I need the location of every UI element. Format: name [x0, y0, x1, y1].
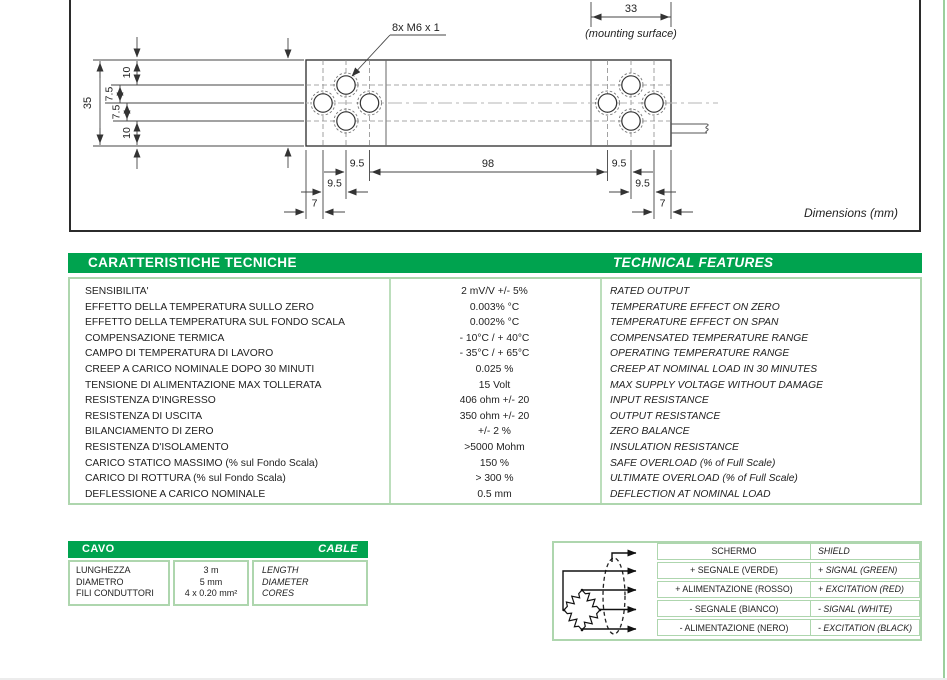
- cable-shield-ellipse: [603, 558, 625, 634]
- spec-label-en: OPERATING TEMPERATURE RANGE: [610, 348, 790, 360]
- spec-row: [70, 424, 920, 440]
- dim-right-95-inner: 9.5: [635, 177, 650, 190]
- dim-span-98: 98: [481, 158, 495, 170]
- wiring-row: [657, 581, 920, 598]
- wiring-label-en: - EXCITATION (BLACK): [810, 619, 920, 636]
- spec-value: 0.003% °C: [469, 301, 520, 313]
- units-note: Dimensions (mm): [803, 206, 898, 220]
- spec-label-it: CARICO DI ROTTURA (% sul Fondo Scala): [85, 473, 286, 485]
- spec-row: [70, 456, 920, 472]
- bridge-schematic: [545, 538, 670, 646]
- spec-table-body: [68, 277, 922, 505]
- cable-table-header: [68, 541, 368, 558]
- spec-value: 0.025 %: [475, 363, 514, 375]
- dim-chain-10-bottom: 10: [121, 127, 133, 139]
- spec-label-it: DEFLESSIONE A CARICO NOMINALE: [85, 488, 266, 500]
- spec-label-en: OUTPUT RESISTANCE: [610, 410, 721, 422]
- spec-label-it: CARICO STATICO MASSIMO (% sul Fondo Scala): [85, 457, 319, 469]
- mounting-surface-note: (mounting surface): [585, 28, 677, 40]
- spec-header-it: CARATTERISTICHE TECNICHE: [88, 255, 297, 270]
- spec-label-en: INSULATION RESISTANCE: [610, 441, 739, 453]
- spec-row: [70, 378, 920, 394]
- cable-label-it: LUNGHEZZA: [76, 565, 131, 575]
- wiring-label-it: SCHERMO: [657, 543, 810, 560]
- cable-header-en: CABLE: [318, 543, 358, 555]
- spec-label-en: RATED OUTPUT: [610, 286, 690, 297]
- cable-label-en: CORES: [262, 588, 295, 598]
- dim-chain-10-top: 10: [121, 66, 133, 79]
- cable-value: 5 mm: [199, 576, 223, 587]
- cable-col-it: [68, 560, 170, 606]
- spec-label-it: COMPENSAZIONE TERMICA: [85, 332, 225, 344]
- cable-col-values: [173, 560, 249, 606]
- spec-value: 150 %: [479, 457, 510, 469]
- wiring-row: [657, 619, 920, 636]
- spec-label-en: INPUT RESISTANCE: [610, 395, 709, 407]
- spec-row: [70, 331, 920, 347]
- wiring-row: [657, 543, 920, 560]
- cable-stub: [671, 124, 708, 133]
- spec-table-header: [68, 253, 922, 273]
- spec-value: >5000 Mohm: [464, 441, 525, 453]
- spec-value: 350 ohm +/- 20: [459, 410, 530, 422]
- spec-value: 15 Volt: [478, 379, 511, 391]
- spec-value: +/- 2 %: [478, 426, 511, 438]
- wiring-label-en: SHIELD: [810, 543, 920, 560]
- spec-label-it: TENSIONE DI ALIMENTAZIONE MAX TOLLERATA: [85, 379, 322, 391]
- dim-mount-width: 33: [624, 3, 638, 15]
- spec-divider-2: [600, 279, 602, 503]
- dim-chain-75-top: 7.5: [103, 86, 116, 102]
- spec-label-it: EFFETTO DELLA TEMPERATURA SULLO ZERO: [85, 301, 314, 313]
- spec-label-it: CAMPO DI TEMPERATURA DI LAVORO: [85, 348, 274, 360]
- wiring-label-it: + ALIMENTAZIONE (ROSSO): [657, 581, 810, 598]
- wheatstone-bridge: [561, 588, 602, 633]
- spec-row: [70, 300, 920, 316]
- cable-value: 4 x 0.20 mm²: [184, 588, 238, 598]
- spec-label-en: ULTIMATE OVERLOAD (% of Full Scale): [610, 473, 798, 485]
- cable-header-it: CAVO: [82, 543, 115, 555]
- spec-header-en: TECHNICAL FEATURES: [613, 255, 774, 270]
- wiring-label-en: + SIGNAL (GREEN): [810, 562, 920, 579]
- spec-row: [70, 393, 920, 409]
- spec-row: [70, 346, 920, 362]
- spec-label-en: MAX SUPPLY VOLTAGE WITHOUT DAMAGE: [610, 379, 824, 391]
- dim-chain-75-bottom: 7.5: [110, 104, 123, 120]
- wiring-row: [657, 562, 920, 579]
- wiring-label-en: + EXCITATION (RED): [810, 581, 920, 598]
- spec-value: > 300 %: [475, 473, 514, 485]
- spec-value: 2 mV/V +/- 5%: [461, 286, 528, 297]
- spec-value: - 35°C / + 65°C: [459, 348, 530, 360]
- cable-label-it: FILI CONDUTTORI: [76, 588, 154, 598]
- dim-left-7: 7: [311, 197, 318, 210]
- spec-value: - 10°C / + 40°C: [459, 332, 530, 344]
- spec-value: 406 ohm +/- 20: [459, 395, 530, 407]
- thread-callout: 8x M6 x 1: [392, 22, 440, 34]
- spec-label-it: SENSIBILITA': [85, 286, 149, 297]
- spec-label-en: ZERO BALANCE: [610, 426, 690, 438]
- wiring-row: [657, 600, 920, 617]
- spec-label-it: BILANCIAMENTO DI ZERO: [85, 426, 214, 438]
- load-cell-drawing: [0, 0, 947, 250]
- cable-label-it: DIAMETRO: [76, 576, 124, 587]
- spec-divider-1: [389, 279, 391, 503]
- spec-label-en: TEMPERATURE EFFECT ON ZERO: [610, 301, 780, 313]
- dim-left-95-inner: 9.5: [327, 177, 342, 190]
- wiring-label-it: - ALIMENTAZIONE (NERO): [657, 619, 810, 636]
- spec-value: 0.5 mm: [477, 488, 512, 500]
- dim-right-7: 7: [659, 197, 666, 210]
- spec-label-en: DEFLECTION AT NOMINAL LOAD: [610, 488, 771, 500]
- wire-leads: [563, 553, 636, 630]
- spec-label-it: CREEP A CARICO NOMINALE DOPO 30 MINUTI: [85, 363, 315, 375]
- spec-value: 0.002% °C: [469, 317, 520, 329]
- spec-row: [70, 362, 920, 378]
- spec-label-en: COMPENSATED TEMPERATURE RANGE: [610, 332, 809, 344]
- dim-left-95-outer: 9.5: [349, 157, 365, 170]
- spec-label-it: RESISTENZA D'ISOLAMENTO: [85, 441, 229, 453]
- spec-row: [70, 487, 920, 503]
- cable-label-en: DIAMETER: [262, 576, 309, 587]
- spec-label-en: CREEP AT NOMINAL LOAD IN 30 MINUTES: [610, 363, 818, 375]
- spec-label-it: RESISTENZA DI USCITA: [85, 410, 203, 422]
- spec-label-en: TEMPERATURE EFFECT ON SPAN: [610, 317, 779, 329]
- spec-row: [70, 284, 920, 300]
- spec-label-en: SAFE OVERLOAD (% of Full Scale): [610, 457, 776, 469]
- cable-table-body: [68, 560, 368, 606]
- spec-label-it: RESISTENZA D'INGRESSO: [85, 395, 216, 407]
- spec-row: [70, 315, 920, 331]
- spec-label-it: EFFETTO DELLA TEMPERATURA SUL FONDO SCALA: [85, 317, 345, 329]
- spec-row: [70, 409, 920, 425]
- dim-right-95-outer: 9.5: [611, 157, 627, 170]
- spec-row: [70, 440, 920, 456]
- spec-row: [70, 471, 920, 487]
- wiring-table: [657, 543, 920, 636]
- wiring-label-en: - SIGNAL (WHITE): [810, 600, 920, 617]
- cable-value: 3 m: [203, 565, 219, 575]
- cable-col-en: [252, 560, 368, 606]
- dim-total-height: 35: [82, 96, 94, 110]
- cable-label-en: LENGTH: [262, 565, 299, 575]
- wiring-label-it: + SEGNALE (VERDE): [657, 562, 810, 579]
- wiring-label-it: - SEGNALE (BIANCO): [657, 600, 810, 617]
